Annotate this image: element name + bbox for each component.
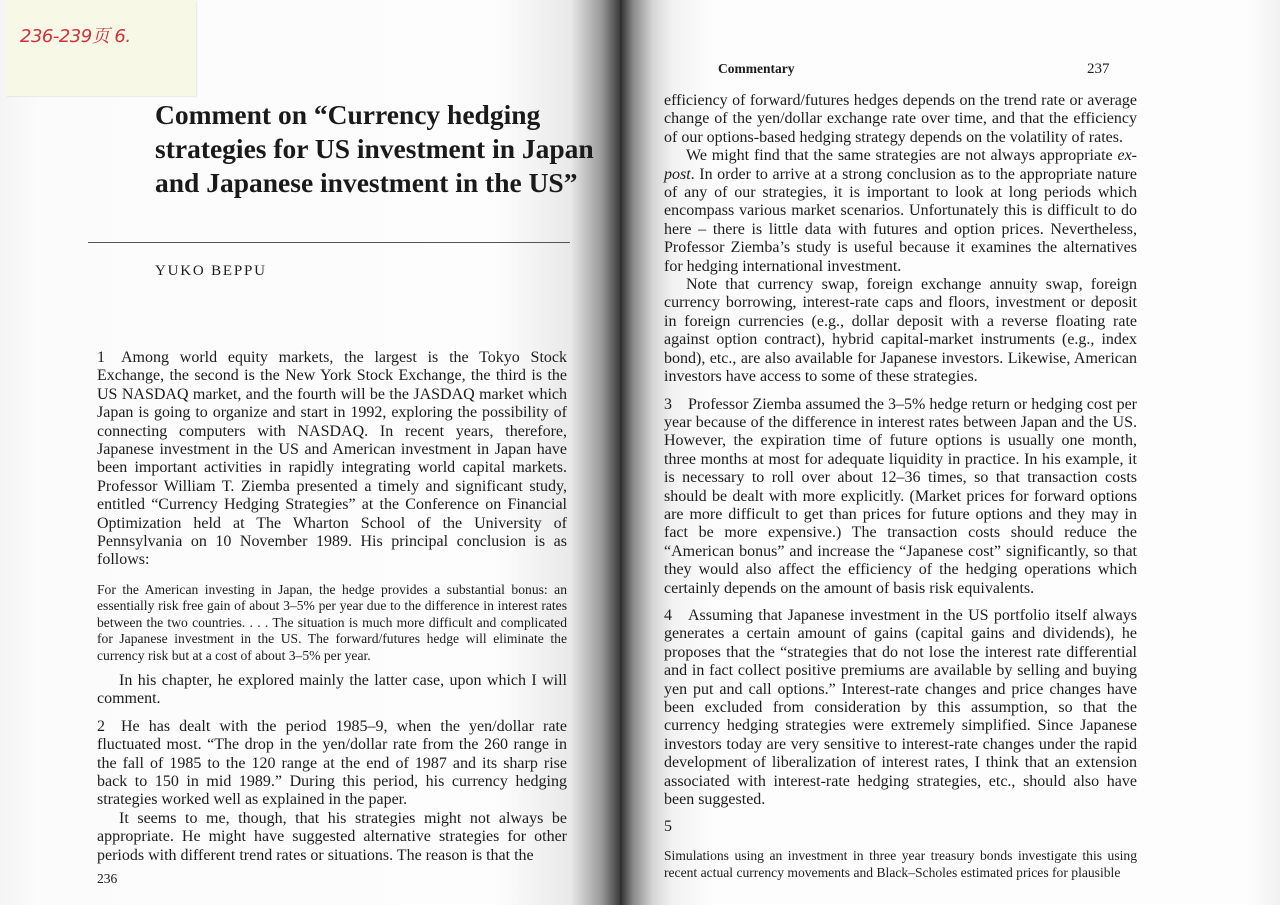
handwritten-note: 236-239页 6.: [20, 26, 131, 47]
page-number-left: 236: [97, 870, 118, 886]
paragraph-section-5: Simulations using an investment in three year treasury bonds investigate this using recent actual currency movements and Black–Scholes estimated prices for plausible: [664, 847, 1137, 880]
paragraph-1: 1 Among world equity markets, the largest is the Tokyo Stock Exchange, the second is the New York Stock Exchange, the third is the US NASDAQ market, and the fourth will be the JASDAQ market which Japan is going to organize and start in 1992, exploring the possibility of connecting computers with NASDAQ. In recent years, therefore, Japanese investment in the US and American investment in Japan have been important activities in rapidly integrating world capital markets. Professor William T. Ziemba presented a timely and significant study, entitled “Currency Hedging Strategies” at the Conference on Financial Optimization held at The Wharton School of the University of Pennsylvania on 10 November 1989. His principal conclusion is as follows:: [97, 349, 567, 569]
paragraph-section-4: 4 Assuming that Japanese investment in the US portfolio itself always generates a certain amount of gains (capital gains and dividends), he proposes that the “strategies that do not lose the interest rate differential and in fact collect positive premiums are available by selling and buying yen put and call options.” Interest-rate changes and price changes have been excluded from consideration by this assumption, so that the currency hedging strategies were extremely simplified. Since Japanese investors today are very sensitive to interest-rate changes under the rapid development of liberalization of interest rates, I think that an extension associated with interest-rate hedging strategies, etc., should also have been suggested.: [664, 606, 1137, 809]
paragraph-3: 2 He has dealt with the period 1985–9, when the yen/dollar rate fluctuated most. “The drop in the yen/dollar rate from the 260 range in the fall of 1985 to the 120 range at the end of 1987 and its sharp rise back to 150 in mid 1989.” During this period, his currency hedging strategies worked well as explained in the paper.: [97, 717, 567, 809]
left-page: [0, 0, 620, 905]
sticky-note: [6, 0, 196, 96]
running-head: Commentary: [718, 61, 795, 76]
text: We might find that the same strategies are not always appropriate: [686, 147, 1118, 165]
paragraph-note: Note that currency swap, foreign exchange annuity swap, foreign currency borrowing, interest-rate caps and floors, investment or deposit in foreign currencies (e.g., dollar deposit with a reverse floating rate against option contract), hybrid capital-market instruments (e.g., index bond), etc., are also available for Japanese investors. Likewise, American investors have access to some of these strategies.: [664, 276, 1137, 386]
text: . In order to arrive at a strong conclusion as to the appropriate nature of any of our strategies, it is important to look at long periods which encompass various market scenarios. Unfortunately this is difficult to do here – there is little data with futures and option prices. Nevertheless, Professor Ziemba’s study is useful because it examines the alternatives for hedging international investment.: [664, 165, 1137, 275]
paragraph-4: It seems to me, though, that his strategies might not always be appropriate. He might have suggested alternative strategies for other periods with different trend rates or situations. The reason is that the: [97, 809, 567, 864]
page-number-right: 237: [1087, 61, 1110, 77]
paragraph-2: In his chapter, he explored mainly the latter case, upon which I will comment.: [97, 671, 567, 708]
chapter-title: Comment on “Currency hedging strategies for US investment in Japan and Japanese investment in the US”: [155, 99, 594, 198]
paragraph-ex-post: [664, 147, 1137, 276]
paragraph-section-3: 3 Professor Ziemba assumed the 3–5% hedge return or hedging cost per year because of the difference in interest rates between Japan and the US. However, the expiration time of future options is usually one month, three months at most for adequate liquidity in practice. In his example, it is necessary to roll over about 12–36 times, so that transaction costs should be dealt with more explicitly. (Market prices for forward options are more difficult to get than prices for future options and they may in fact be more expensive.) The transaction costs should reduce the “American bonus” and increase the “Japanese cost” significantly, so that they would also affect the efficiency of the hedging operations which certainly depends on the amount of basis risk equivalents.: [664, 395, 1137, 597]
author-name: YUKO BEPPU: [155, 263, 267, 279]
paragraph-continued: efficiency of forward/futures hedges depends on the trend rate or average change of the yen/dollar exchange rate over time, and that the efficiency of our options-based hedging strategy depends on the volatility of rates.: [664, 92, 1137, 146]
section-5-number: 5: [664, 818, 672, 836]
left-text-column: [97, 349, 567, 887]
right-page: [620, 0, 1280, 905]
italic-term: ex-post: [664, 147, 1137, 183]
right-text-column: [664, 92, 1137, 881]
block-quote: For the American investing in Japan, the hedge provides a substantial bonus: an essentially risk free gain of about 3–5% per year due to the difference in interest rates between the two countries. . . . The situation is much more difficult and complicated for Japanese investment in the US. The forward/futures hedge will eliminate the currency risk but at a cost of about 3–5% per year.: [97, 581, 567, 663]
title-divider: [88, 242, 570, 243]
